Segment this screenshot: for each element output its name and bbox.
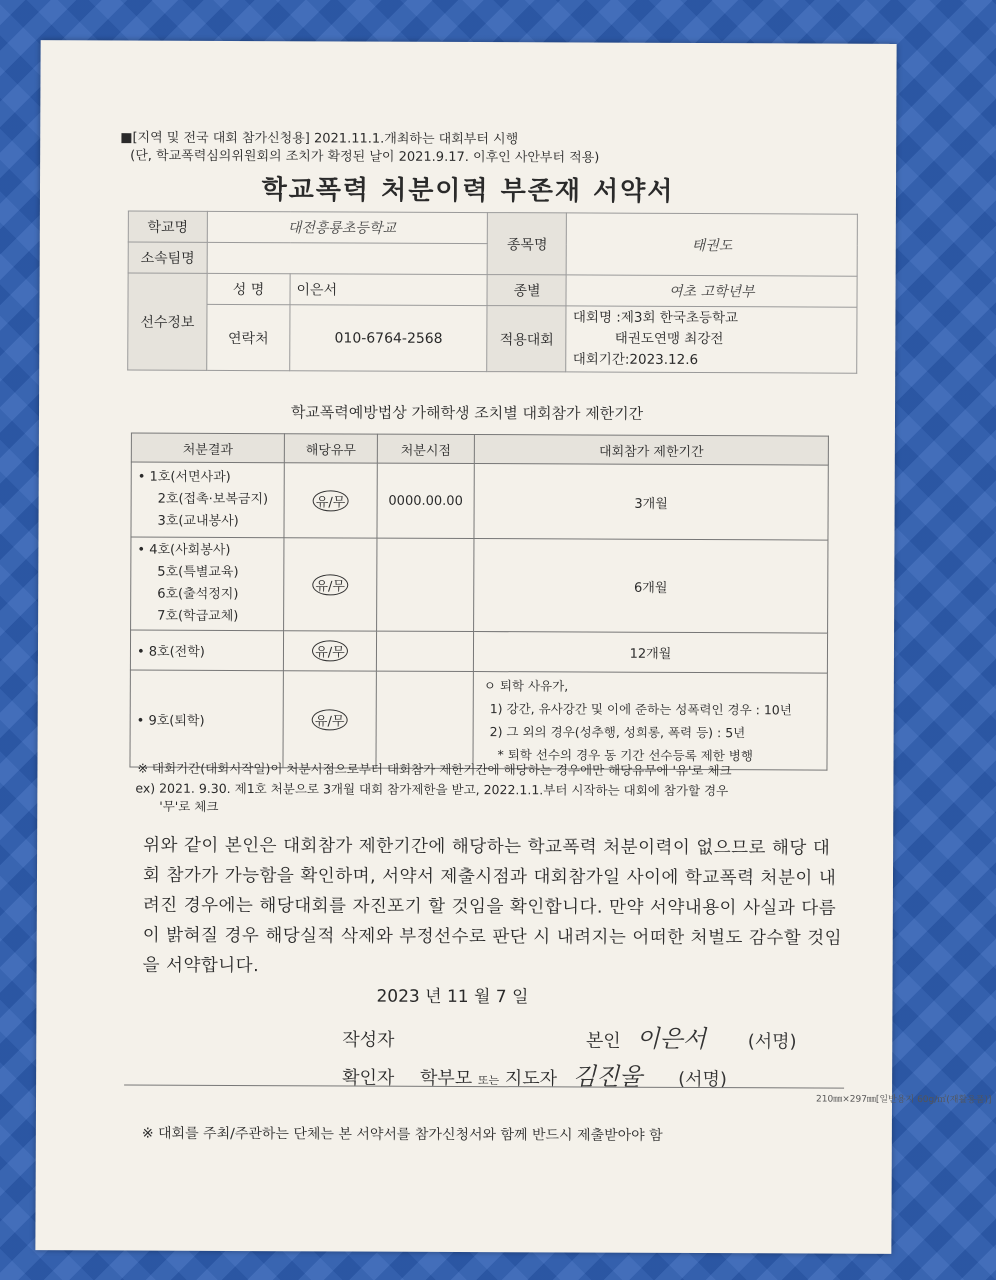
- name-value: 이은서: [290, 274, 488, 306]
- competition-line-2: 태권도연맹 최강전: [614, 330, 724, 348]
- parent-label: 학부모: [419, 1067, 473, 1090]
- applicable-cell: [284, 538, 377, 631]
- coach-label: 지도자: [504, 1068, 558, 1090]
- table-row: [131, 462, 828, 540]
- player-info-label: 선수정보: [128, 273, 207, 370]
- note-3: '무'로 체크: [159, 798, 219, 814]
- period-cell: 12개월: [473, 632, 827, 674]
- competition-label: 적용대회: [487, 306, 566, 372]
- table-row: [130, 630, 827, 673]
- list-item: • 1호(서면사과): [137, 469, 231, 485]
- period-cell: 6개월: [474, 539, 828, 634]
- period-cell: 3개월: [474, 464, 828, 541]
- applicable-cell: [283, 671, 376, 768]
- result-cell: • 9호(퇴학): [130, 670, 283, 768]
- sign-date: 2023 년 11 월 7 일: [376, 986, 529, 1008]
- date-cell: [376, 631, 473, 671]
- list-item: 5호(특별교육): [157, 564, 239, 581]
- or-label: 또는: [477, 1074, 500, 1088]
- header-line-2: (단, 학교폭력심의위원회의 조치가 확정된 날이 2021.9.17. 이후인 사안부터 적용): [130, 148, 600, 166]
- competition-line-3: 대회기간:2023.12.6: [572, 351, 699, 369]
- list-item: • 4호(사회봉사): [137, 542, 231, 558]
- date-cell: 0000.00.00: [377, 463, 474, 538]
- date-cell: [377, 538, 474, 631]
- applicable-cell: [283, 631, 376, 671]
- document-title: 학교폭력 처분이력 부존재 서약서: [261, 175, 675, 207]
- sign-mark-1: (서명): [747, 1031, 797, 1053]
- note-1: ※ 대회기간(대회시작일)이 처분시점으로부터 대회참가 제한기간에 해당하는 경우에만 해당유무에 '유'로 체크: [137, 760, 732, 779]
- sign-mark-2: (서명): [678, 1068, 728, 1091]
- table-row: [131, 537, 828, 633]
- col-header-result: 처분결과: [131, 433, 284, 463]
- confirmer-label: 확인자: [342, 1067, 395, 1089]
- check-mark: 유/무: [312, 640, 348, 661]
- self-label: 본인: [585, 1030, 621, 1052]
- coach-signature: 김진울: [572, 1062, 643, 1091]
- list-item: 7호(학급교체): [157, 608, 239, 625]
- col-header-period: 대회참가 제한기간: [474, 435, 828, 466]
- list-item: 6호(출석정지): [157, 586, 239, 603]
- result-cell: [131, 462, 284, 538]
- school-value: 대전흥룡초등학교: [207, 211, 488, 243]
- period-cell: [473, 672, 827, 771]
- note-2: ex) 2021. 9.30. 제1호 처분으로 3개월 대회 참가제한을 받고, 2022.1.1.부터 시작하는 대회에 참가할 경우: [135, 780, 729, 799]
- category-label: 종별: [487, 275, 566, 307]
- event-value: 태권도: [567, 213, 858, 276]
- competition-value: [566, 306, 857, 373]
- restriction-subtitle: 학교폭력예방법상 가해학생 조치별 대회참가 제한기간: [290, 403, 644, 423]
- author-line: [342, 1017, 796, 1054]
- period-line: ㅇ 퇴학 사유가,: [483, 678, 569, 694]
- school-label: 학교명: [128, 211, 207, 242]
- paper-spec: 210㎜×297㎜[일반용지 60g/㎡(재활용품)]: [816, 1094, 992, 1106]
- team-label: 소속팀명: [128, 242, 207, 273]
- team-value: [207, 242, 488, 274]
- author-label: 작성자: [342, 1029, 395, 1051]
- contact-value: 010-6764-2568: [290, 305, 488, 372]
- table-row: [130, 670, 827, 770]
- category-value: 여초 고학년부: [566, 275, 857, 308]
- list-item: 2호(접촉·보복금지): [157, 491, 269, 508]
- pledge-paragraph: 위와 같이 본인은 대회참가 제한기간에 해당하는 학교폭력 처분이력이 없으므로 해당 대회 참가가 가능함을 확인하며, 서약서 제출시점과 대회참가일 사이에 학교폭력 처분이 내려진 경우에는 해당대회를 자진포기 할 것임을 확인합니다. 만약 서약내용이 사실과 다름이 밝혀질 경우 해당실적 삭제와 부정선수로 판단 시 내려지는 어떠한 처벌도 감수할 것임을 서약합니다.: [142, 835, 843, 977]
- self-signature: 이은서: [636, 1024, 707, 1054]
- footer-note: ※ 대회를 주최/주관하는 단체는 본 서약서를 참가신청서와 함께 반드시 제출받아야 함: [141, 1125, 663, 1144]
- col-header-date: 처분시점: [377, 434, 474, 463]
- col-header-applicable: 해당유무: [284, 434, 377, 463]
- check-mark: 유/무: [312, 574, 348, 595]
- result-cell: [131, 537, 284, 631]
- check-mark: 유/무: [312, 709, 348, 730]
- contact-label: 연락처: [207, 305, 290, 371]
- applicant-info-table: [127, 211, 858, 374]
- period-line: 1) 강간, 유사강간 및 이에 준하는 성폭력인 경우 : 10년: [489, 701, 792, 718]
- date-cell: [376, 671, 473, 768]
- list-item: 3호(교내봉사): [157, 513, 239, 530]
- name-label: 성 명: [207, 273, 290, 305]
- result-cell: • 8호(전학): [130, 630, 283, 671]
- period-line: * 퇴학 선수의 경우 동 기간 선수등록 제한 병행: [497, 747, 753, 764]
- check-mark: 유/무: [313, 490, 349, 511]
- applicable-cell: [284, 463, 377, 538]
- restriction-table: [129, 433, 828, 771]
- competition-line-1: 대회명 :제3회 한국초등학교: [572, 309, 739, 327]
- event-label: 종목명: [488, 213, 567, 275]
- pledge-document: [35, 40, 992, 1254]
- period-line: 2) 그 외의 경우(성추행, 성희롱, 폭력 등) : 5년: [489, 724, 746, 741]
- header-line-1: ■[지역 및 전국 대회 참가신청용] 2021.11.1.개최하는 대회부터 시행: [120, 130, 519, 148]
